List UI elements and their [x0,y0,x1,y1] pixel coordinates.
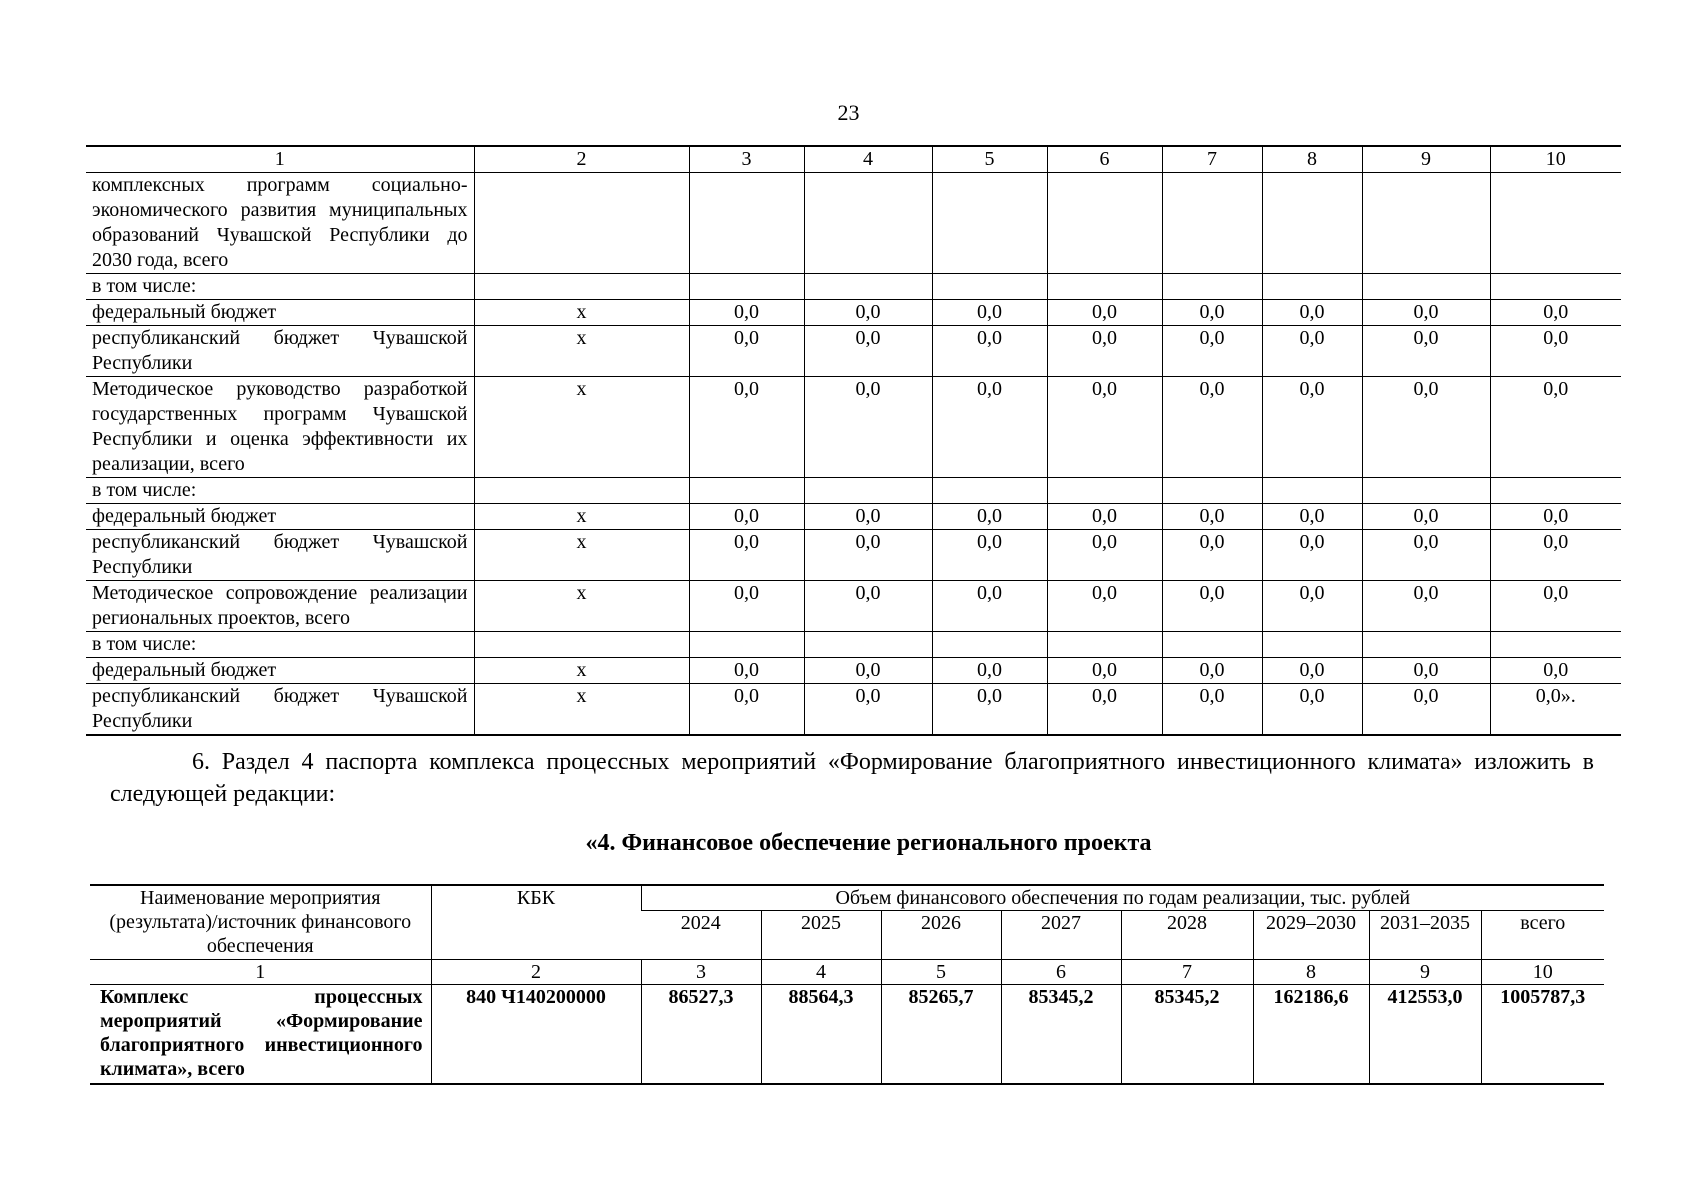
kbk-header: КБК [431,885,641,960]
table-cell [1490,478,1621,504]
column-number-row [90,960,1604,985]
row-name: в том числе: [86,632,474,658]
table-cell: 0,0 [1490,658,1621,684]
row-name: в том числе: [86,274,474,300]
col-number: 9 [1362,146,1490,173]
year-header: 2025 [761,911,881,960]
table-cell: 0,0 [689,377,804,478]
col-number: 7 [1162,146,1262,173]
value-cell: 1005787,3 [1481,985,1604,1085]
table-cell [804,632,932,658]
table-row [86,300,1621,326]
table-cell [1490,632,1621,658]
year-header [1253,911,1369,960]
col-number: 4 [804,146,932,173]
table-cell: х [474,504,689,530]
table-cell [932,173,1047,274]
table-row [86,632,1621,658]
year-header: 2027 [1001,911,1121,960]
col-number: 5 [932,146,1047,173]
table-row [86,658,1621,684]
table-cell: 0,0 [1362,504,1490,530]
col-number: 3 [689,146,804,173]
table-cell: 0,0 [1162,684,1262,736]
table-cell: 0,0 [1162,658,1262,684]
table-cell [689,173,804,274]
table-cell: 0,0 [1362,377,1490,478]
row-name: в том числе: [86,478,474,504]
table-cell: 0,0 [1162,530,1262,581]
table-row [86,377,1621,478]
table-cell [474,478,689,504]
row-name: республиканский бюджет Чувашской Республики [86,530,474,581]
table-cell [474,173,689,274]
table-cell [1047,173,1162,274]
table-cell: 0,0 [932,504,1047,530]
table-row [86,581,1621,632]
table-cell: 0,0 [1490,581,1621,632]
year-header [1369,911,1481,960]
table-cell: 0,0 [804,377,932,478]
section-title: «4. Финансовое обеспечение регионального проекта [585,830,1152,856]
table-cell [1362,173,1490,274]
table-cell [1162,173,1262,274]
col-number: 2 [474,146,689,173]
value-cell: 412553,0 [1369,985,1481,1085]
funding-table-continuation [86,145,1621,736]
table-cell: 0,0 [804,326,932,377]
table-cell [1047,632,1162,658]
table-cell: 0,0 [689,300,804,326]
table-cell: 0,0 [1047,684,1162,736]
table-cell [474,632,689,658]
row-name: федеральный бюджет [86,300,474,326]
table-cell: 0,0 [1362,581,1490,632]
value-cell: 162186,6 [1253,985,1369,1085]
table-cell: 0,0 [1490,530,1621,581]
table-cell: 0,0 [1362,658,1490,684]
table-cell: 0,0 [1262,504,1362,530]
table-cell: 0,0 [1047,658,1162,684]
table-cell: 0,0 [1490,504,1621,530]
row-name: Методическое руководство разработкой государственных программ Чувашской Республики и оценка эффективности их реализации, всего [86,377,474,478]
table-cell: 0,0 [1162,504,1262,530]
table-cell: 0,0 [804,530,932,581]
table-row [86,326,1621,377]
table-cell: 0,0 [804,504,932,530]
table-cell: 0,0 [1047,377,1162,478]
year-header: 2028 [1121,911,1253,960]
table-cell [1362,478,1490,504]
table-cell: 0,0 [1262,684,1362,736]
col-number: 1 [86,146,474,173]
table-cell: х [474,326,689,377]
table-cell: 0,0 [1047,300,1162,326]
table-cell: 0,0 [1362,684,1490,736]
table-cell: х [474,684,689,736]
funding-table-regional [90,884,1604,1085]
row-name: федеральный бюджет [86,658,474,684]
year-header: всего [1481,911,1604,960]
year-range: 2031–2035 [1380,912,1470,934]
table-cell: 0,0 [1047,530,1162,581]
table-cell [1047,274,1162,300]
value-cell: 85265,7 [881,985,1001,1085]
value-cell: 88564,3 [761,985,881,1085]
table-row [86,684,1621,736]
table-cell: 0,0 [1262,377,1362,478]
table-cell [1162,632,1262,658]
col-number: 10 [1490,146,1621,173]
table-cell: 0,0 [932,326,1047,377]
col-number: 3 [641,960,761,985]
col-number: 5 [881,960,1001,985]
col-number: 10 [1481,960,1604,985]
table-cell [1162,274,1262,300]
table-cell: 0,0». [1490,684,1621,736]
table-cell: х [474,530,689,581]
table-cell: 0,0 [932,300,1047,326]
table-cell: 0,0 [932,377,1047,478]
row-name: республиканский бюджет Чувашской Республики [86,684,474,736]
table-cell: 0,0 [804,684,932,736]
table-cell: 0,0 [804,300,932,326]
table-cell: 0,0 [1047,326,1162,377]
col-number: 1 [90,960,431,985]
col-number: 9 [1369,960,1481,985]
instruction-paragraph: 6. Раздел 4 паспорта комплекса процессных мероприятий «Формирование благоприятного инвестиционного климата» изложить в следующей редакции: [110,749,1594,807]
table-cell: х [474,377,689,478]
value-cell: 85345,2 [1121,985,1253,1085]
col-number: 8 [1253,960,1369,985]
year-range: 2029–2030 [1266,912,1356,934]
table-cell [1490,173,1621,274]
col-number: 7 [1121,960,1253,985]
value-cell: 86527,3 [641,985,761,1085]
table-cell: 0,0 [1262,300,1362,326]
table-cell [1262,632,1362,658]
table-cell: 0,0 [1047,504,1162,530]
table-cell: 0,0 [932,684,1047,736]
table-row [86,530,1621,581]
table-row [86,478,1621,504]
table-cell [1262,173,1362,274]
table-cell [804,274,932,300]
table-row [86,504,1621,530]
table-cell: 0,0 [1047,581,1162,632]
name-header: Наименование мероприятия (результата)/источник финансового обеспечения [90,885,431,960]
table-cell: 0,0 [1362,530,1490,581]
table-cell [689,478,804,504]
table-cell [1362,632,1490,658]
table-cell [474,274,689,300]
table-cell: 0,0 [1490,377,1621,478]
table-cell: 0,0 [1362,300,1490,326]
table-cell: 0,0 [689,658,804,684]
table-cell: 0,0 [1262,326,1362,377]
row-name: Методическое сопровождение реализации региональных проектов, всего [86,581,474,632]
table-cell: 0,0 [1262,581,1362,632]
table-cell [689,274,804,300]
row-name: республиканский бюджет Чувашской Республики [86,326,474,377]
table-cell: 0,0 [1162,377,1262,478]
table-cell [932,632,1047,658]
row-name: комплексных программ социально-экономического развития муниципальных образований Чувашской Республики до 2030 года, всего [86,173,474,274]
kbk-cell: 840 Ч140200000 [431,985,641,1085]
table-cell: 0,0 [689,326,804,377]
header-row [90,885,1604,911]
table-cell: 0,0 [932,530,1047,581]
table-cell: 0,0 [689,530,804,581]
table-cell: 0,0 [689,504,804,530]
col-number: 6 [1001,960,1121,985]
row-name: Комплекс процессных мероприятий «Формирование благоприятного инвестиционного климата», всего [90,985,431,1085]
table-cell [804,478,932,504]
table-cell: 0,0 [932,658,1047,684]
table-cell: 0,0 [804,658,932,684]
table-cell: 0,0 [804,581,932,632]
table-cell: 0,0 [1362,326,1490,377]
table-cell [1047,478,1162,504]
table-row [86,173,1621,274]
table-cell [804,173,932,274]
column-number-row [86,146,1621,173]
year-header: 2026 [881,911,1001,960]
table-row [90,985,1604,1085]
table-cell: 0,0 [1162,581,1262,632]
table-cell [689,632,804,658]
table-cell: 0,0 [1262,658,1362,684]
table-cell [1262,478,1362,504]
col-number: 8 [1262,146,1362,173]
table-cell: 0,0 [1490,300,1621,326]
col-number: 2 [431,960,641,985]
row-name: федеральный бюджет [86,504,474,530]
table-cell: 0,0 [1490,326,1621,377]
table-cell: 0,0 [1162,326,1262,377]
table-cell [932,478,1047,504]
table-cell [1162,478,1262,504]
volume-header: Объем финансового обеспечения по годам реализации, тыс. рублей [641,885,1604,911]
table-cell: х [474,581,689,632]
value-cell: 85345,2 [1001,985,1121,1085]
table-cell [1362,274,1490,300]
year-header: 2024 [641,911,761,960]
table-cell [1490,274,1621,300]
table-cell: х [474,658,689,684]
table-cell: 0,0 [1262,530,1362,581]
table-cell: 0,0 [689,684,804,736]
col-number: 6 [1047,146,1162,173]
table-cell: 0,0 [689,581,804,632]
table-cell: х [474,300,689,326]
col-number: 4 [761,960,881,985]
table-row [86,274,1621,300]
page-number: 23 [837,100,860,125]
table-cell: 0,0 [1162,300,1262,326]
table-cell [1262,274,1362,300]
table-cell [932,274,1047,300]
table-cell: 0,0 [932,581,1047,632]
